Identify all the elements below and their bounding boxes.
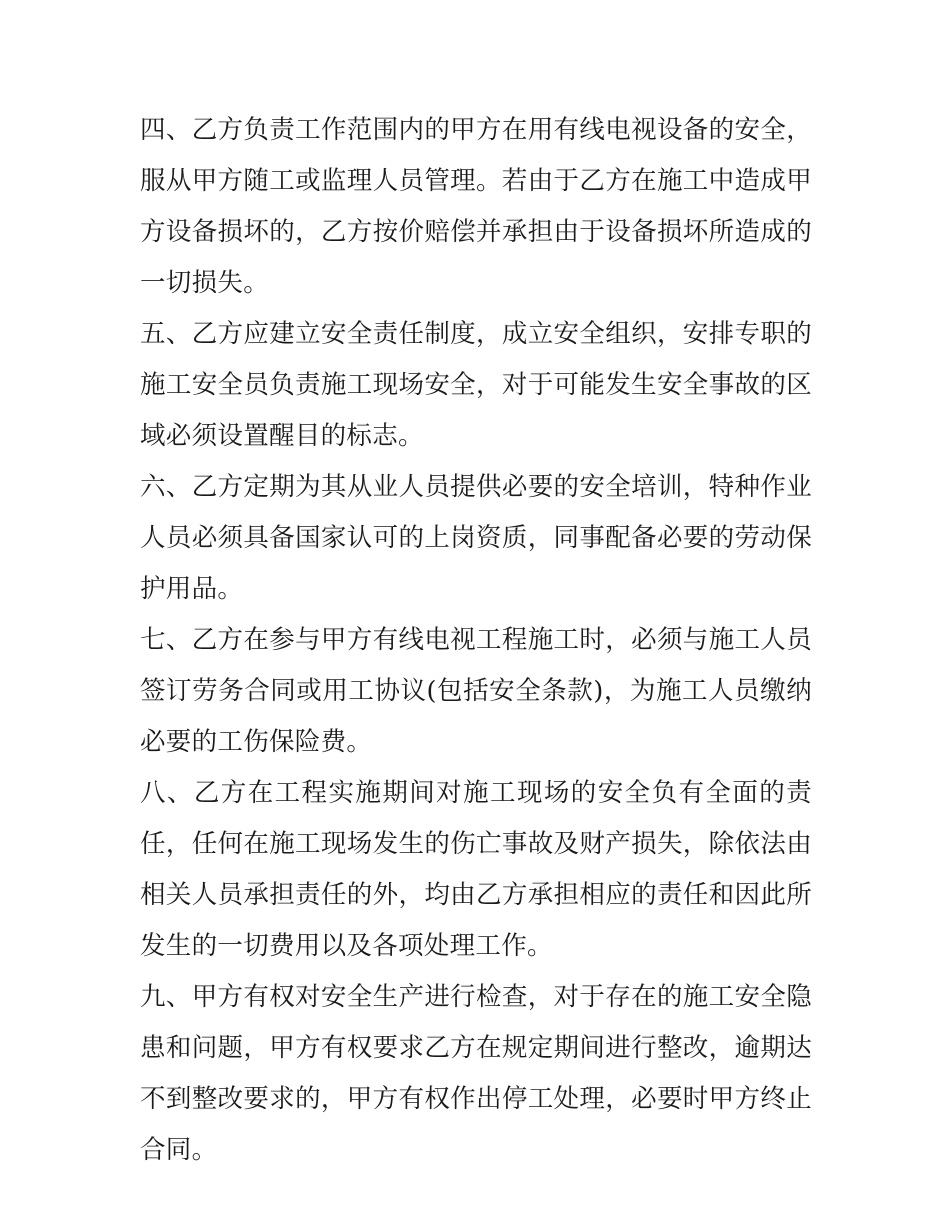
clause-5: 五、乙方应建立安全责任制度，成立安全组织，安排专职的施工安全员负责施工现场安全，对于可能发生安全事故的区域必须设置醒目的标志。 <box>140 319 812 451</box>
clause-7: 七、乙方在参与甲方有线电视工程施工时，必须与施工人员签订劳务合同或用工协议(包括安全条款)，为施工人员缴纳必要的工伤保险费。 <box>140 625 812 757</box>
clause-6: 六、乙方定期为其从业人员提供必要的安全培训，特种作业人员必须具备国家认可的上岗资质，同事配备必要的劳动保护用品。 <box>140 472 812 604</box>
clause-4: 四、乙方负责工作范围内的甲方在用有线电视设备的安全，服从甲方随工或监理人员管理。若由于乙方在施工中造成甲方设备损坏的，乙方按价赔偿并承担由于设备损坏所造成的一切损失。 <box>140 115 812 298</box>
document-body <box>140 105 812 1176</box>
clause-9: 九、甲方有权对安全生产进行检查，对于存在的施工安全隐患和问题，甲方有权要求乙方在规定期间进行整改，逾期达不到整改要求的，甲方有权作出停工处理，必要时甲方终止合同。 <box>140 982 812 1165</box>
clause-8: 八、乙方在工程实施期间对施工现场的安全负有全面的责任，任何在施工现场发生的伤亡事故及财产损失，除依法由相关人员承担责任的外，均由乙方承担相应的责任和因此所发生的一切费用以及各项处理工作。 <box>140 778 812 961</box>
